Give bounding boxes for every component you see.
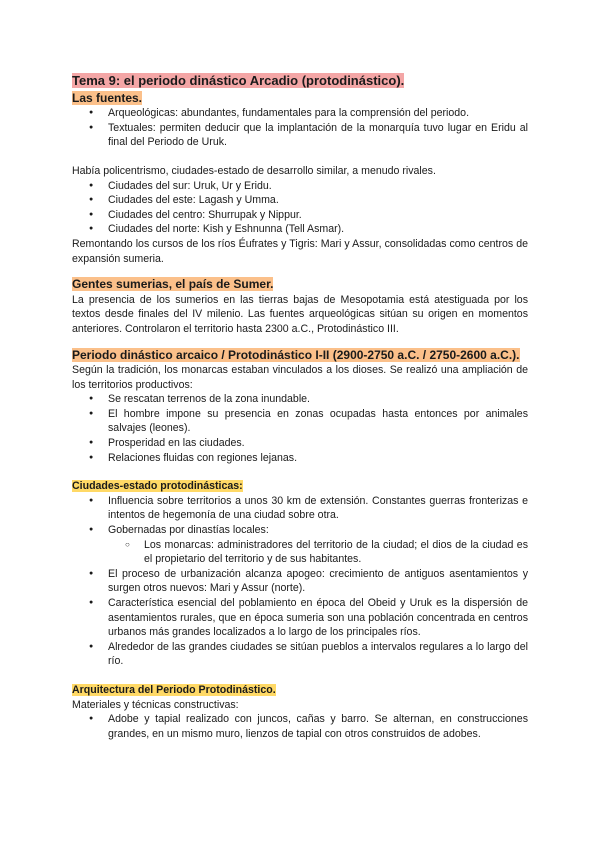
sub-list-item: ○ Los monarcas: administradores del territorio de la ciudad; el dios de la ciudad es el propietario del territorio y de sus habitantes.: [72, 538, 528, 567]
list-item: ● Gobernadas por dinastías locales:: [72, 523, 528, 538]
arcaico-list: [72, 392, 528, 465]
list-item: ● Ciudades del sur: Uruk, Ur y Eridu.: [72, 179, 528, 194]
list-item: ● Prosperidad en las ciudades.: [72, 436, 528, 451]
section-heading-ciudades: Ciudades-estado protodinásticas:: [72, 480, 243, 493]
list-item: ● Ciudades del centro: Shurrupak y Nippur.: [72, 208, 528, 223]
fuentes-list: [72, 106, 528, 150]
page-title: Tema 9: el periodo dinástico Arcadio (protodinástico).: [72, 73, 405, 88]
section-heading-arquitectura: Arquitectura del Periodo Protodinástico.: [72, 683, 276, 696]
list-item: ● Ciudades del este: Lagash y Umma.: [72, 193, 528, 208]
section-heading-fuentes: Las fuentes.: [72, 90, 143, 105]
paragraph-arcaico: Según la tradición, los monarcas estaban vinculados a los dioses. Se realizó una ampliación de los territorios productivos:: [72, 364, 528, 391]
section-heading-arcaico: Periodo dinástico arcaico / Protodinástico I-II (2900-2750 a.C. / 2750-2600 a.C.).: [72, 347, 520, 362]
list-item: ● Alrededor de las grandes ciudades se sitúan pueblos a intervalos regulares a lo largo del río.: [72, 640, 528, 669]
paragraph-sumer: La presencia de los sumerios en las tierras bajas de Mesopotamia está atestiguada por los textos desde finales del IV milenio. Las fuentes arqueológicas sitúan su origen en momentos anteriores. Controlaron el territorio hasta 2300 a.C., Protodinástico III.: [72, 293, 528, 335]
section-heading-sumer: Gentes sumerias, el país de Sumer.: [72, 277, 274, 292]
paragraph-expansion: Remontando los cursos de los ríos Éufrates y Tigris: Mari y Assur, consolidadas como centros de expansión sumeria.: [72, 237, 528, 265]
paragraph-policentrismo: Había policentrismo, ciudades-estado de desarrollo similar, a menudo rivales.: [72, 164, 436, 177]
list-item: ● Textuales: permiten deducir que la implantación de la monarquía tuvo lugar en Eridu al final del Periodo de Uruk.: [72, 121, 528, 150]
list-item: ● Ciudades del norte: Kish y Eshnunna (Tell Asmar).: [72, 222, 528, 237]
list-item: ● Adobe y tapial realizado con juncos, cañas y barro. Se alternan, en construcciones grandes, en un mismo muro, lienzos de tapial con otros construidos de adobes.: [72, 712, 528, 741]
list-item: ● Influencia sobre territorios a unos 30 km de extensión. Constantes guerras fronterizas e intentos de hegemonía de una ciudad sobre otra.: [72, 494, 528, 523]
list-item: ● Característica esencial del poblamiento en época del Obeid y Uruk es la dispersión de asentamientos rurales, que en época sumeria son una población concentrada en centros urbanos más grandes localizados a lo largo de los principales ríos.: [72, 596, 528, 640]
ciudades-estado-list: [72, 494, 528, 669]
list-item: ● Relaciones fluidas con regiones lejanas.: [72, 451, 528, 466]
paragraph-materiales: Materiales y técnicas constructivas:: [72, 698, 239, 711]
document-body: [72, 72, 528, 741]
list-item: ● Se rescatan terrenos de la zona inundable.: [72, 392, 528, 407]
list-item: ● Arqueológicas: abundantes, fundamentales para la comprensión del periodo.: [72, 106, 528, 121]
ciudades-list: [72, 179, 528, 237]
list-item: ● El hombre impone su presencia en zonas ocupadas hasta entonces por animales salvajes (leones).: [72, 407, 528, 436]
list-item: ● El proceso de urbanización alcanza apogeo: crecimiento de antiguos asentamientos y surgen otros nuevos: Mari y Assur (norte).: [72, 567, 528, 596]
arquitectura-list: [72, 712, 528, 741]
